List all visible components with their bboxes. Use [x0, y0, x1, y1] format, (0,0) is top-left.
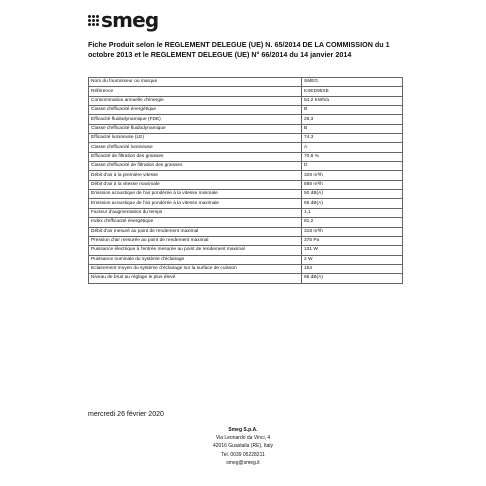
- row-value: B: [302, 124, 403, 133]
- row-label: Eclairement moyen du système d'éclairage sur la surface de cuisson: [89, 264, 302, 273]
- row-value: 375 Pa: [302, 236, 403, 245]
- row-value: 1,1: [302, 208, 403, 217]
- table-row: [89, 78, 403, 87]
- row-label: Classe d'efficacité lumineuse: [89, 143, 302, 152]
- row-label: Emission acoustique de l'air pondérée à la vitesse maximale: [89, 199, 302, 208]
- company-name: Smeg S.p.A.: [228, 427, 258, 433]
- smeg-logo: [88, 10, 158, 30]
- row-value: 318 m³/h: [302, 227, 403, 236]
- table-row: [89, 208, 403, 217]
- row-label: Emission acoustique de l'air pondérée à la vitesse minimale: [89, 190, 302, 199]
- row-label: Facteur d'augmentation du temps: [89, 208, 302, 217]
- table-row: [89, 180, 403, 189]
- table-row: [89, 134, 403, 143]
- row-value: A: [302, 143, 403, 152]
- table-row: [89, 199, 403, 208]
- table-row: [89, 162, 403, 171]
- table-row: [89, 190, 403, 199]
- row-label: Classe d'efficacité de filtration des graisses: [89, 162, 302, 171]
- address-phone: Tel. 0039 05228211: [221, 451, 265, 458]
- company-address: [0, 426, 486, 467]
- row-label: Classe d'efficacité énergétique: [89, 106, 302, 115]
- logo-dots-icon: [88, 15, 99, 26]
- row-value: 588 m³/h: [302, 180, 403, 189]
- row-value: 131 W: [302, 246, 403, 255]
- row-value: 25,3: [302, 115, 403, 124]
- row-label: Référence: [89, 87, 302, 96]
- row-label: Efficacité lumineuse (LE): [89, 134, 302, 143]
- row-value: 164: [302, 264, 403, 273]
- address-city: 42016 Guastalla (RE), Italy: [212, 443, 274, 450]
- table-row: [89, 152, 403, 161]
- table-row: [89, 274, 403, 283]
- row-value: 74,3: [302, 134, 403, 143]
- row-label: Débit d'air à la première vitesse: [89, 171, 302, 180]
- row-value: SMEG: [302, 78, 403, 87]
- row-label: Puissance nominale du système d'éclairage: [89, 255, 302, 264]
- table-row: [89, 171, 403, 180]
- table-row: [89, 124, 403, 133]
- row-value: 70,8 %: [302, 152, 403, 161]
- row-value: 54,2 KWh/a: [302, 96, 403, 105]
- row-label: Efficacité de filtration des graisses: [89, 152, 302, 161]
- row-label: Débit d'air mesuré au point de rendement maximal: [89, 227, 302, 236]
- address-email: smeg@smeg.it: [226, 459, 260, 466]
- document-title: Fiche Produit selon le REGLEMENT DELEGUE (UE) N. 65/2014 DE LA COMMISSION du 1 octobre 2013 et le REGLEMENT DELEGUE (UE) N° 66/2014 du 14 janvier 2014: [88, 40, 390, 59]
- row-label: Index d'efficacité énergétique: [89, 218, 302, 227]
- table-row: [89, 96, 403, 105]
- table-row: [89, 218, 403, 227]
- row-value: KSED95XE: [302, 87, 403, 96]
- table-row: [89, 246, 403, 255]
- table-row: [89, 236, 403, 245]
- product-spec-table: [88, 77, 403, 284]
- row-value: 65 dB(A): [302, 274, 403, 283]
- logo-text: smeg: [101, 8, 159, 32]
- table-row: [89, 255, 403, 264]
- table-row: [89, 87, 403, 96]
- row-label: Puissance électrique à l'entrée mesurée au point de rendement maximal: [89, 246, 302, 255]
- row-value: 2 W: [302, 255, 403, 264]
- row-label: Efficacité fluidodynamique (FDE): [89, 115, 302, 124]
- table-row: [89, 143, 403, 152]
- row-value: B: [302, 106, 403, 115]
- document-date: mercredi 26 février 2020: [88, 411, 164, 418]
- row-label: Classe d'efficacité fluidodynamique: [89, 124, 302, 133]
- table-row: [89, 115, 403, 124]
- table-row: [89, 106, 403, 115]
- row-label: Niveau de bruit au réglage le plus élevé: [89, 274, 302, 283]
- row-label: Pression d'air mesurée au point de rendement maximal: [89, 236, 302, 245]
- row-value: 81,2: [302, 218, 403, 227]
- row-value: D: [302, 162, 403, 171]
- address-street: Via Leonardo da Vinci, 4: [215, 435, 271, 442]
- row-value: 65 dB(A): [302, 199, 403, 208]
- table-row: [89, 227, 403, 236]
- row-label: Nom du fournisseur ou marque: [89, 78, 302, 87]
- row-label: Débit d'air à la vitesse maximale: [89, 180, 302, 189]
- row-value: 50 dB(A): [302, 190, 403, 199]
- row-value: 328 m³/h: [302, 171, 403, 180]
- row-label: Consommation annuelle d'énergie: [89, 96, 302, 105]
- table-row: [89, 264, 403, 273]
